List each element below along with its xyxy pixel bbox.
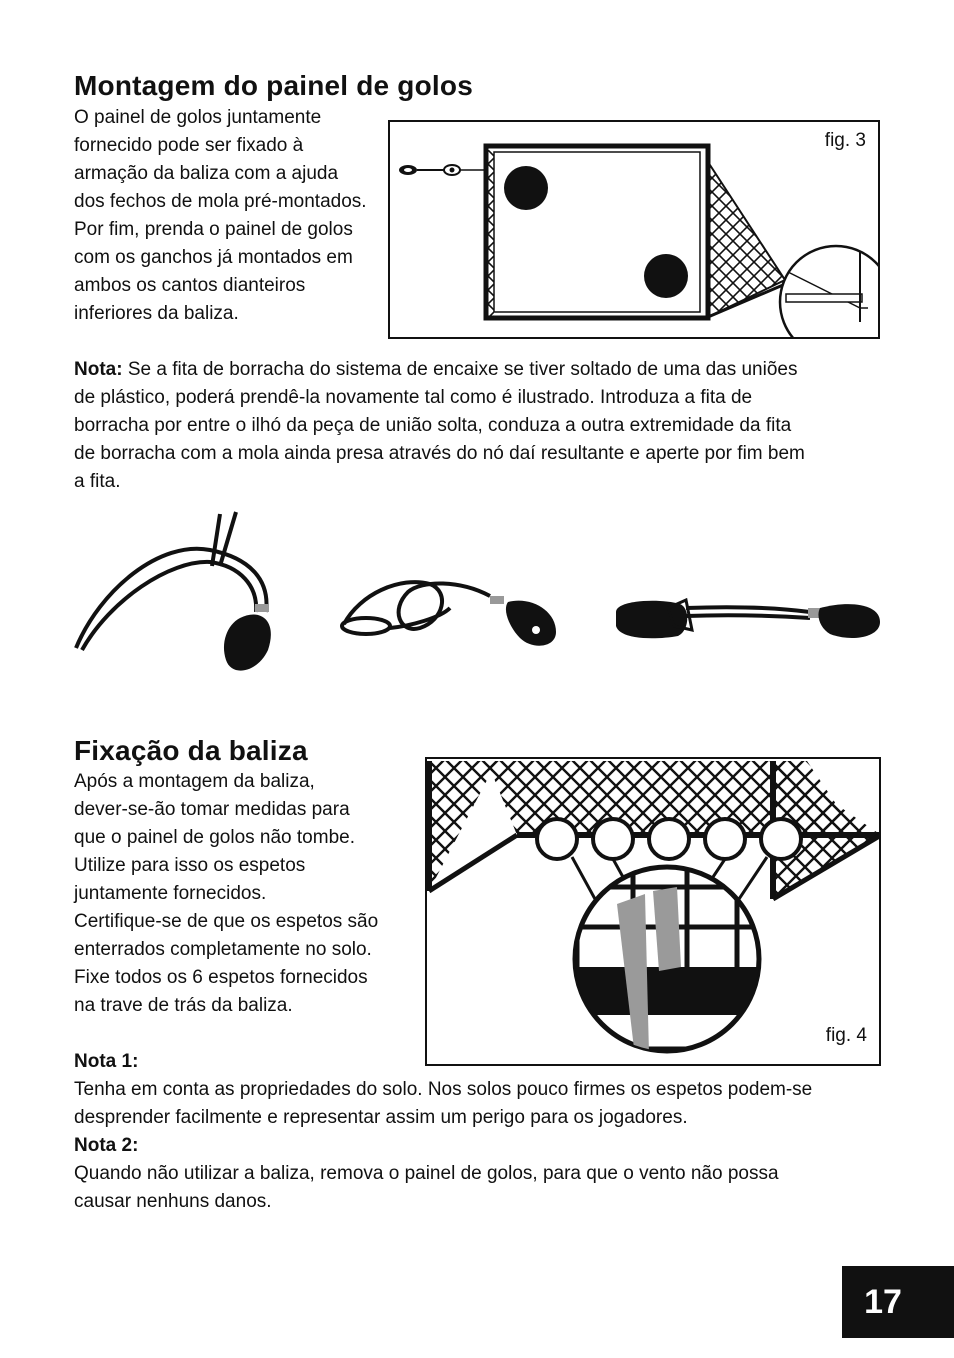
paragraph-line: que o painel de golos não tombe. xyxy=(74,827,355,848)
fig-4-label: fig. 4 xyxy=(825,1025,867,1046)
goal-panel-paragraph xyxy=(74,104,367,328)
elastic-cord-illustration xyxy=(60,500,900,690)
note-paragraph xyxy=(74,356,805,496)
note-line: a fita. xyxy=(74,471,121,492)
note-1-line: desprender facilmente e representar assim um perigo para os jogadores. xyxy=(74,1107,688,1128)
note-2-line: causar nenhuns danos. xyxy=(74,1191,272,1212)
goal-stakes-illustration xyxy=(427,759,881,1066)
paragraph-line: dos fechos de mola pré-montados. xyxy=(74,191,367,212)
cord-step-3 xyxy=(616,600,880,638)
paragraph-line: Utilize para isso os espetos xyxy=(74,855,306,876)
note-1-label: Nota 1: xyxy=(74,1051,139,1072)
paragraph-line: juntamente fornecidos. xyxy=(74,883,267,904)
paragraph-line: com os ganchos já montados em xyxy=(74,247,353,268)
paragraph-line: dever-se-ão tomar medidas para xyxy=(74,799,350,820)
note-line: de borracha com a mola ainda presa através do nó daí resultante e aperte por fim bem xyxy=(74,443,805,464)
paragraph-line: armação da baliza com a ajuda xyxy=(74,163,339,184)
note-2-label: Nota 2: xyxy=(74,1135,139,1156)
figure-3 xyxy=(388,120,880,339)
note-line: borracha por entre o ilhó da peça de união solta, conduza a outra extremidade da fita xyxy=(74,415,792,436)
section-title-goal-fixing: Fixação da baliza xyxy=(74,735,308,766)
paragraph-line: Fixe todos os 6 espetos fornecidos xyxy=(74,967,368,988)
note-line: de plástico, poderá prendê-la novamente tal como é ilustrado. Introduza a fita de xyxy=(74,387,753,408)
figure-4 xyxy=(425,757,881,1066)
paragraph-line: na trave de trás da baliza. xyxy=(74,995,293,1016)
note-first-line: Se a fita de borracha do sistema de encaixe se tiver soltado de uma das uniões xyxy=(127,359,798,380)
cord-step-1 xyxy=(76,512,271,671)
paragraph-line: Por fim, prenda o painel de golos xyxy=(74,219,353,240)
paragraph-line: Após a montagem da baliza, xyxy=(74,771,315,792)
paragraph-line: Certifique-se de que os espetos são xyxy=(74,911,379,932)
note-label: Nota: xyxy=(74,359,123,380)
fig-3-label: fig. 3 xyxy=(824,130,866,151)
goal-panel-illustration xyxy=(390,122,880,339)
note-2-paragraph xyxy=(74,1160,779,1216)
paragraph-line: O painel de golos juntamente xyxy=(74,107,322,128)
paragraph-line: inferiores da baliza. xyxy=(74,303,239,324)
note-1-line: Tenha em conta as propriedades do solo. Nos solos pouco firmes os espetos podem-se xyxy=(74,1079,813,1100)
paragraph-line: fornecido pode ser fixado à xyxy=(74,135,304,156)
note-1-paragraph xyxy=(74,1076,812,1132)
goal-fixing-paragraph xyxy=(74,768,378,1020)
note-2-line: Quando não utilizar a baliza, remova o painel de golos, para que o vento não possa xyxy=(74,1163,779,1184)
paragraph-line: ambos os cantos dianteiros xyxy=(74,275,306,296)
section-title-goal-panel: Montagem do painel de golos xyxy=(74,70,473,101)
cord-step-2 xyxy=(342,582,556,646)
page-number: 17 xyxy=(842,1266,954,1338)
paragraph-line: enterrados completamente no solo. xyxy=(74,939,372,960)
